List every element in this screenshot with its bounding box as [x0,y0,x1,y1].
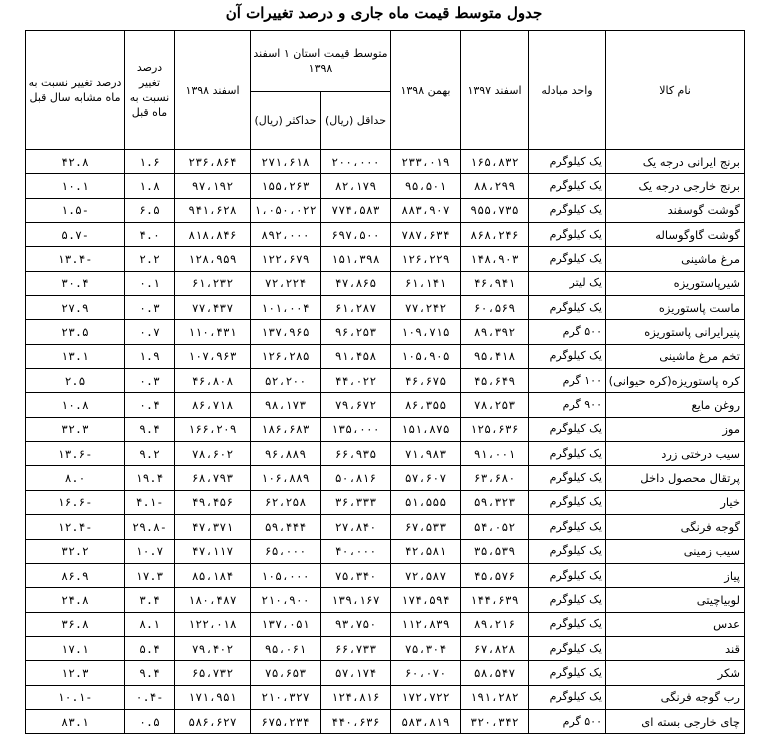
bahman98-cell: ۵۸۳،۸۱۹ [391,709,461,733]
table-row [26,539,745,563]
item-name-cell: برنج خارجی درجه یک [606,174,745,198]
min-price-cell: ۹۳،۷۵۰ [321,612,391,636]
unit-cell: یک کیلوگرم [529,344,606,368]
bahman98-cell: ۵۱،۵۵۵ [391,490,461,514]
pct-month-cell: ۰.۳ [125,369,175,393]
header-pct-month: درصد تغییر نسبت به ماه قبل [125,31,175,150]
bahman98-cell: ۱۵۱،۸۷۵ [391,417,461,441]
table-row [26,393,745,417]
unit-cell: یک کیلوگرم [529,198,606,222]
esfand98-cell: ۱۸۰،۴۸۷ [175,588,251,612]
esfand97-cell: ۹۵،۴۱۸ [461,344,529,368]
bahman98-cell: ۱۲۶،۲۲۹ [391,247,461,271]
pct-year-cell: ۲۳.۵ [26,320,125,344]
header-province-group: متوسط قیمت استان ۱ اسفند ۱۳۹۸ [251,31,391,92]
bahman98-cell: ۷۸۷،۶۳۴ [391,223,461,247]
pct-month-cell: ۱.۹ [125,344,175,368]
item-name-cell: پنیرایرانی پاستوریزه [606,320,745,344]
esfand98-cell: ۷۷،۴۳۷ [175,296,251,320]
esfand97-cell: ۹۵۵،۷۳۵ [461,198,529,222]
max-price-cell: ۱۳۷،۰۵۱ [251,612,321,636]
min-price-cell: ۷۹،۶۷۲ [321,393,391,417]
unit-cell: یک کیلوگرم [529,174,606,198]
bahman98-cell: ۷۲،۵۸۷ [391,563,461,587]
esfand97-cell: ۶۳،۶۸۰ [461,466,529,490]
pct-month-cell: ۴.۰ [125,223,175,247]
unit-cell: ۹۰۰ گرم [529,393,606,417]
min-price-cell: ۶۱،۲۸۷ [321,296,391,320]
min-price-cell: ۴۰،۰۰۰ [321,539,391,563]
pct-year-cell: ۱۰.۱ [26,174,125,198]
esfand97-cell: ۱۴۴،۶۳۹ [461,588,529,612]
min-price-cell: ۹۶،۲۵۳ [321,320,391,344]
item-name-cell: گوشت گوسفند [606,198,745,222]
min-price-cell: ۴۴،۰۲۲ [321,369,391,393]
table-row [26,417,745,441]
pct-year-cell: -۱۰.۱ [26,685,125,709]
unit-cell: یک کیلوگرم [529,490,606,514]
pct-month-cell: -۲۹.۸ [125,515,175,539]
max-price-cell: ۹۵،۰۶۱ [251,636,321,660]
unit-cell: یک کیلوگرم [529,466,606,490]
unit-cell: یک کیلوگرم [529,685,606,709]
min-price-cell: ۱۲۴،۸۱۶ [321,685,391,709]
unit-cell: یک کیلوگرم [529,296,606,320]
esfand97-cell: ۴۵،۵۷۶ [461,563,529,587]
max-price-cell: ۵۹،۴۴۴ [251,515,321,539]
max-price-cell: ۷۲،۲۲۴ [251,271,321,295]
item-name-cell: قند [606,636,745,660]
table-title: جدول متوسط قیمت ماه جاری و درصد تغییرات آن [225,4,543,22]
bahman98-cell: ۷۵،۳۰۴ [391,636,461,660]
esfand98-cell: ۹۷،۱۹۲ [175,174,251,198]
header-item: نام کالا [606,31,745,150]
min-price-cell: ۷۷۴،۵۸۳ [321,198,391,222]
bahman98-cell: ۷۱،۹۸۳ [391,442,461,466]
unit-cell: یک کیلوگرم [529,442,606,466]
esfand98-cell: ۴۶،۸۰۸ [175,369,251,393]
min-price-cell: ۲۷،۸۴۰ [321,515,391,539]
pct-month-cell: ۰.۱ [125,271,175,295]
item-name-cell: ماست پاستوریزه [606,296,745,320]
max-price-cell: ۱۰۵،۰۰۰ [251,563,321,587]
esfand97-cell: ۸۶۸،۲۴۶ [461,223,529,247]
pct-month-cell: ۵.۴ [125,636,175,660]
pct-year-cell: ۸.۰ [26,466,125,490]
esfand98-cell: ۱۲۸،۹۵۹ [175,247,251,271]
pct-month-cell: ۸.۱ [125,612,175,636]
table-row [26,247,745,271]
pct-month-cell: ۱.۶ [125,150,175,174]
table-row [26,685,745,709]
esfand97-cell: ۱۹۱،۲۸۲ [461,685,529,709]
pct-month-cell: ۱۰.۷ [125,539,175,563]
unit-cell: یک کیلوگرم [529,588,606,612]
pct-year-cell: ۴۲.۸ [26,150,125,174]
table-row [26,296,745,320]
item-name-cell: کره پاستوریزه(کره حیوانی) [606,369,745,393]
item-name-cell: خیار [606,490,745,514]
table-row [26,563,745,587]
max-price-cell: ۱۸۶،۶۸۳ [251,417,321,441]
item-name-cell: لوبیاچیتی [606,588,745,612]
bahman98-cell: ۷۷،۲۴۲ [391,296,461,320]
min-price-cell: ۱۳۵،۰۰۰ [321,417,391,441]
item-name-cell: چای خارجی بسته ای [606,709,745,733]
unit-cell: ۱۰۰ گرم [529,369,606,393]
esfand97-cell: ۵۴،۰۵۲ [461,515,529,539]
max-price-cell: ۸۹۲،۰۰۰ [251,223,321,247]
item-name-cell: شکر [606,661,745,685]
pct-year-cell: ۸۳.۱ [26,709,125,733]
bahman98-cell: ۲۳۳،۰۱۹ [391,150,461,174]
pct-year-cell: ۸۶.۹ [26,563,125,587]
pct-year-cell: ۲۴.۸ [26,588,125,612]
bahman98-cell: ۴۶،۶۷۵ [391,369,461,393]
item-name-cell: گوشت گاوگوساله [606,223,745,247]
max-price-cell: ۵۲،۲۰۰ [251,369,321,393]
esfand97-cell: ۸۹،۳۹۲ [461,320,529,344]
table-row [26,223,745,247]
bahman98-cell: ۸۸۳،۹۰۷ [391,198,461,222]
table-row [26,198,745,222]
max-price-cell: ۶۲،۲۵۸ [251,490,321,514]
pct-year-cell: -۱۳.۴ [26,247,125,271]
table-row [26,320,745,344]
pct-month-cell: ۹.۴ [125,661,175,685]
bahman98-cell: ۱۰۵،۹۰۵ [391,344,461,368]
esfand98-cell: ۱۶۶،۲۰۹ [175,417,251,441]
esfand97-cell: ۷۸،۲۵۳ [461,393,529,417]
max-price-cell: ۹۸،۱۷۳ [251,393,321,417]
table-row [26,466,745,490]
table-row [26,588,745,612]
max-price-cell: ۱۰۱،۰۰۴ [251,296,321,320]
esfand97-cell: ۳۲۰،۳۴۲ [461,709,529,733]
max-price-cell: ۱۲۶،۲۸۵ [251,344,321,368]
min-price-cell: ۵۷،۱۷۴ [321,661,391,685]
item-name-cell: گوجه فرنگی [606,515,745,539]
esfand98-cell: ۴۷،۳۷۱ [175,515,251,539]
bahman98-cell: ۹۵،۵۰۱ [391,174,461,198]
bahman98-cell: ۶۱،۱۴۱ [391,271,461,295]
esfand98-cell: ۵۸۶،۶۲۷ [175,709,251,733]
price-table [25,30,745,734]
pct-month-cell: ۳.۴ [125,588,175,612]
max-price-cell: ۱۰۶،۸۸۹ [251,466,321,490]
esfand98-cell: ۱۲۲،۰۱۸ [175,612,251,636]
esfand97-cell: ۶۰،۵۶۹ [461,296,529,320]
pct-year-cell: ۱۰.۸ [26,393,125,417]
pct-month-cell: ۶.۵ [125,198,175,222]
pct-year-cell: ۱۲.۳ [26,661,125,685]
header-bahman98: بهمن ۱۳۹۸ [391,31,461,150]
esfand98-cell: ۸۶،۷۱۸ [175,393,251,417]
pct-year-cell: ۲.۵ [26,369,125,393]
pct-month-cell: ۰.۳ [125,296,175,320]
esfand98-cell: ۸۵،۱۸۴ [175,563,251,587]
header-esfand97: اسفند ۱۳۹۷ [461,31,529,150]
item-name-cell: سیب درختی زرد [606,442,745,466]
item-name-cell: تخم مرغ ماشینی [606,344,745,368]
max-price-cell: ۲۱۰،۹۰۰ [251,588,321,612]
esfand97-cell: ۱۲۵،۶۳۶ [461,417,529,441]
esfand97-cell: ۵۹،۳۲۳ [461,490,529,514]
esfand98-cell: ۱۰۷،۹۶۳ [175,344,251,368]
min-price-cell: ۲۰۰،۰۰۰ [321,150,391,174]
min-price-cell: ۴۷،۸۶۵ [321,271,391,295]
table-row [26,661,745,685]
pct-year-cell: -۱۳.۶ [26,442,125,466]
unit-cell: یک کیلوگرم [529,563,606,587]
table-row [26,442,745,466]
table-row [26,490,745,514]
item-name-cell: پرتقال محصول داخل [606,466,745,490]
unit-cell: ۵۰۰ گرم [529,320,606,344]
max-price-cell: ۷۵،۶۵۳ [251,661,321,685]
esfand98-cell: ۲۳۶،۸۶۴ [175,150,251,174]
max-price-cell: ۶۷۵،۲۳۴ [251,709,321,733]
esfand97-cell: ۴۵،۶۴۹ [461,369,529,393]
pct-year-cell: ۲۷.۹ [26,296,125,320]
pct-month-cell: ۰.۵ [125,709,175,733]
esfand97-cell: ۱۶۵،۸۳۲ [461,150,529,174]
unit-cell: یک کیلوگرم [529,515,606,539]
esfand98-cell: ۷۹،۴۰۲ [175,636,251,660]
esfand97-cell: ۹۱،۰۰۱ [461,442,529,466]
pct-month-cell: ۱۷.۳ [125,563,175,587]
table-row [26,636,745,660]
item-name-cell: سیب زمینی [606,539,745,563]
min-price-cell: ۶۹۷،۵۰۰ [321,223,391,247]
item-name-cell: مرغ ماشینی [606,247,745,271]
table-row [26,612,745,636]
bahman98-cell: ۸۶،۳۵۵ [391,393,461,417]
min-price-cell: ۶۶،۷۳۳ [321,636,391,660]
min-price-cell: ۵۰،۸۱۶ [321,466,391,490]
header-min: حداقل (ریال) [321,92,391,150]
pct-year-cell: -۱.۵ [26,198,125,222]
table-row [26,344,745,368]
min-price-cell: ۳۶،۳۳۳ [321,490,391,514]
pct-year-cell: -۱۲.۴ [26,515,125,539]
esfand98-cell: ۶۵،۷۳۲ [175,661,251,685]
pct-year-cell: -۵.۷ [26,223,125,247]
max-price-cell: ۱۲۲،۶۷۹ [251,247,321,271]
min-price-cell: ۱۵۱،۳۹۸ [321,247,391,271]
min-price-cell: ۹۱،۴۵۸ [321,344,391,368]
pct-year-cell: ۳۶.۸ [26,612,125,636]
min-price-cell: ۴۴۰،۶۳۶ [321,709,391,733]
unit-cell: یک کیلوگرم [529,636,606,660]
bahman98-cell: ۱۷۴،۵۹۴ [391,588,461,612]
esfand97-cell: ۵۸،۵۴۷ [461,661,529,685]
header-max: حداکثر (ریال) [251,92,321,150]
max-price-cell: ۲۱۰،۳۲۷ [251,685,321,709]
header-esfand98: اسفند ۱۳۹۸ [175,31,251,150]
esfand98-cell: ۴۷،۱۱۷ [175,539,251,563]
pct-month-cell: -۰.۴ [125,685,175,709]
pct-month-cell: ۰.۷ [125,320,175,344]
esfand98-cell: ۷۸،۶۰۲ [175,442,251,466]
unit-cell: یک کیلوگرم [529,150,606,174]
bahman98-cell: ۱۱۲،۸۳۹ [391,612,461,636]
esfand97-cell: ۶۷،۸۲۸ [461,636,529,660]
table-row [26,174,745,198]
pct-month-cell: ۲.۲ [125,247,175,271]
header-unit: واحد مبادله [529,31,606,150]
item-name-cell: رب گوجه فرنگی [606,685,745,709]
min-price-cell: ۶۶،۹۳۵ [321,442,391,466]
pct-month-cell: ۹.۴ [125,417,175,441]
unit-cell: ۵۰۰ گرم [529,709,606,733]
pct-year-cell: ۳۲.۲ [26,539,125,563]
item-name-cell: روغن مایع [606,393,745,417]
table-row [26,150,745,174]
pct-year-cell: ۱۳.۱ [26,344,125,368]
max-price-cell: ۶۵،۰۰۰ [251,539,321,563]
pct-year-cell: ۱۷.۱ [26,636,125,660]
min-price-cell: ۱۳۹،۱۶۷ [321,588,391,612]
pct-month-cell: ۰.۴ [125,393,175,417]
unit-cell: یک کیلوگرم [529,539,606,563]
pct-month-cell: ۱.۸ [125,174,175,198]
pct-year-cell: -۱۶.۶ [26,490,125,514]
esfand97-cell: ۸۸،۲۹۹ [461,174,529,198]
item-name-cell: برنج ایرانی درجه یک [606,150,745,174]
esfand97-cell: ۱۴۸،۹۰۳ [461,247,529,271]
table-row [26,515,745,539]
esfand98-cell: ۶۸،۷۹۳ [175,466,251,490]
min-price-cell: ۷۵،۳۴۰ [321,563,391,587]
bahman98-cell: ۱۰۹،۷۱۵ [391,320,461,344]
bahman98-cell: ۶۰،۰۷۰ [391,661,461,685]
max-price-cell: ۱،۰۵۰،۰۲۲ [251,198,321,222]
pct-month-cell: -۴.۱ [125,490,175,514]
min-price-cell: ۸۲،۱۷۹ [321,174,391,198]
bahman98-cell: ۴۲،۵۸۱ [391,539,461,563]
esfand98-cell: ۸۱۸،۸۴۶ [175,223,251,247]
unit-cell: یک کیلوگرم [529,247,606,271]
pct-year-cell: ۳۰.۴ [26,271,125,295]
unit-cell: یک کیلوگرم [529,417,606,441]
bahman98-cell: ۱۷۲،۷۲۲ [391,685,461,709]
esfand98-cell: ۱۱۰،۴۳۱ [175,320,251,344]
esfand97-cell: ۳۵،۵۳۹ [461,539,529,563]
esfand98-cell: ۶۱،۲۳۲ [175,271,251,295]
max-price-cell: ۱۳۷،۹۶۵ [251,320,321,344]
pct-month-cell: ۱۹.۴ [125,466,175,490]
max-price-cell: ۱۵۵،۲۶۳ [251,174,321,198]
esfand97-cell: ۸۹،۲۱۶ [461,612,529,636]
item-name-cell: شیرپاستوریزه [606,271,745,295]
unit-cell: یک کیلوگرم [529,612,606,636]
esfand98-cell: ۴۹،۴۵۶ [175,490,251,514]
table-row [26,369,745,393]
esfand98-cell: ۹۴۱،۶۲۸ [175,198,251,222]
esfand97-cell: ۴۶،۹۴۱ [461,271,529,295]
unit-cell: یک لیتر [529,271,606,295]
unit-cell: یک کیلوگرم [529,223,606,247]
item-name-cell: موز [606,417,745,441]
table-row [26,271,745,295]
header-pct-year: درصد تغییر نسبت به ماه مشابه سال قبل [26,31,125,150]
max-price-cell: ۹۶،۸۸۹ [251,442,321,466]
item-name-cell: پیاز [606,563,745,587]
pct-year-cell: ۳۲.۳ [26,417,125,441]
bahman98-cell: ۵۷،۶۰۷ [391,466,461,490]
max-price-cell: ۲۷۱،۶۱۸ [251,150,321,174]
bahman98-cell: ۶۷،۵۳۳ [391,515,461,539]
esfand98-cell: ۱۷۱،۹۵۱ [175,685,251,709]
pct-month-cell: ۹.۲ [125,442,175,466]
table-row [26,709,745,733]
item-name-cell: عدس [606,612,745,636]
unit-cell: یک کیلوگرم [529,661,606,685]
